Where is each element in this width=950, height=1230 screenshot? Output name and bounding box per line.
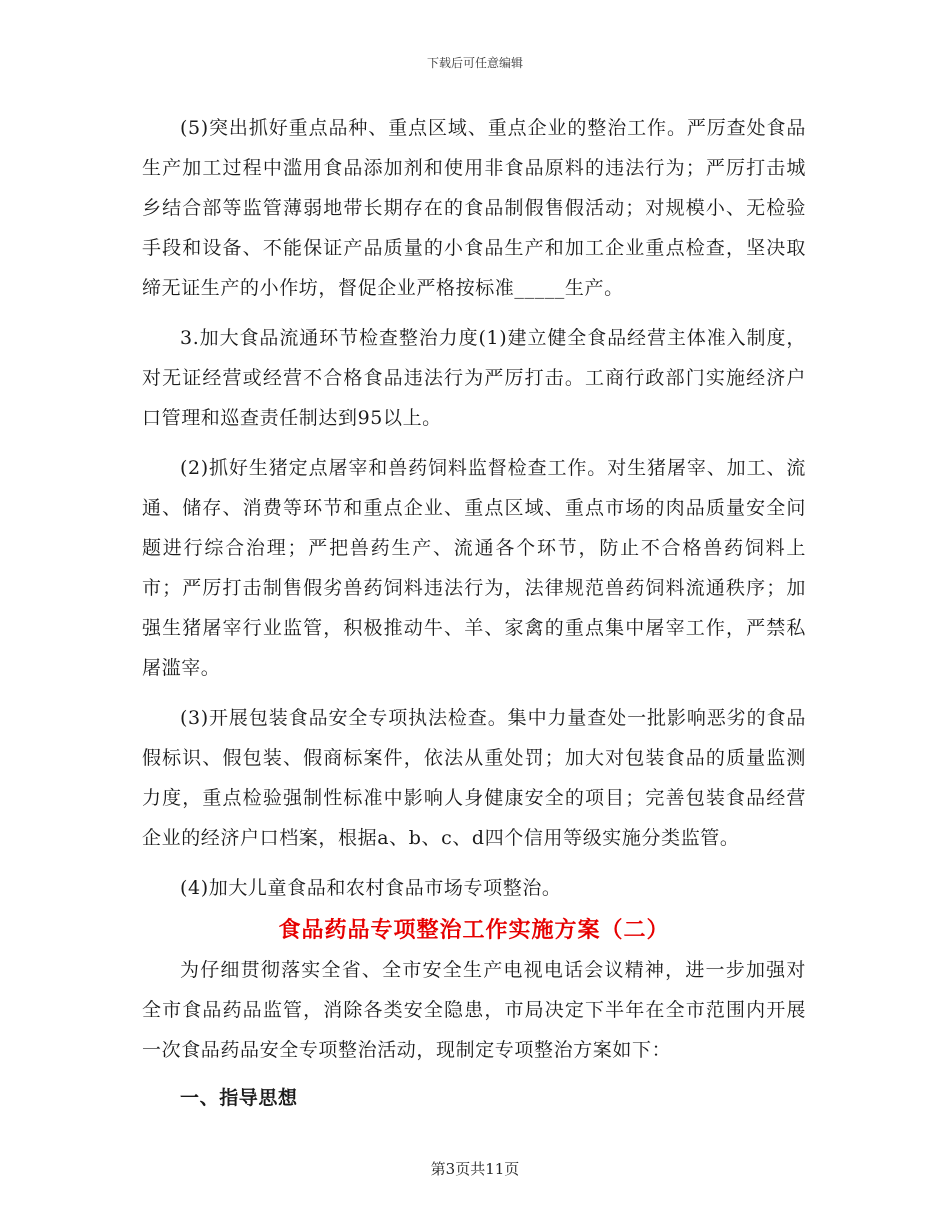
heading-guiding-ideology: 一、指导思想 — [180, 1087, 298, 1109]
paragraph-item-4: (4)加大儿童食品和农村食品市场专项整治。 — [180, 877, 562, 899]
intro-paragraph: 为仔细贯彻落实全省、全市安全生产电视电话会议精神，进一步加强对全市食品药品监管，消除各类安全隐患，市局决定下半年在全市范围内开展一次食品药品安全专项整治活动，现制定专项整治方案如下： — [142, 959, 806, 1061]
paragraph-item-5: (5)突出抓好重点品种、重点区域、重点企业的整治工作。严厉查处食品生产加工过程中滥用食品添加剂和使用非食品原料的违法行为；严厉打击城乡结合部等监管薄弱地带长期存在的食品制假售假活动；对规模小、无检验手段和设备、不能保证产品质量的小食品生产和加工企业重点检查，坚决取缔无证生产的小作坊，督促企业严格按标准_____生产。 — [142, 117, 806, 299]
page-footer: 第3页共11页 — [430, 1160, 520, 1178]
page-header: 下载后可任意编辑 — [426, 56, 523, 70]
document-body — [142, 108, 806, 1118]
section-title: 食品药品专项整治工作实施方案（二） — [278, 917, 670, 943]
paragraph-item-2: (2)抓好生猪定点屠宰和兽药饲料监督检查工作。对生猪屠宰、加工、流通、储存、消费等环节和重点企业、重点区域、重点市场的肉品质量安全问题进行综合治理；严把兽药生产、流通各个环节，防止不合格兽药饲料上市；严厉打击制售假劣兽药饲料违法行为，法律规范兽药饲料流通秩序；加强生猪屠宰行业监管，积极推动牛、羊、家禽的重点集中屠宰工作，严禁私屠滥宰。 — [142, 457, 806, 679]
paragraph-item-3: (3)开展包装食品安全专项执法检查。集中力量查处一批影响恶劣的食品假标识、假包装、假商标案件，依法从重处罚；加大对包装食品的质量监测力度，重点检验强制性标准中影响人身健康安全的项目；完善包装食品经营企业的经济户口档案，根据a、b、c、d四个信用等级实施分类监管。 — [142, 707, 806, 849]
paragraph-section-3: 3.加大食品流通环节检查整治力度(1)建立健全食品经营主体准入制度，对无证经营或经营不合格食品违法行为严厉打击。工商行政部门实施经济户口管理和巡查责任制达到95以上。 — [142, 327, 806, 429]
